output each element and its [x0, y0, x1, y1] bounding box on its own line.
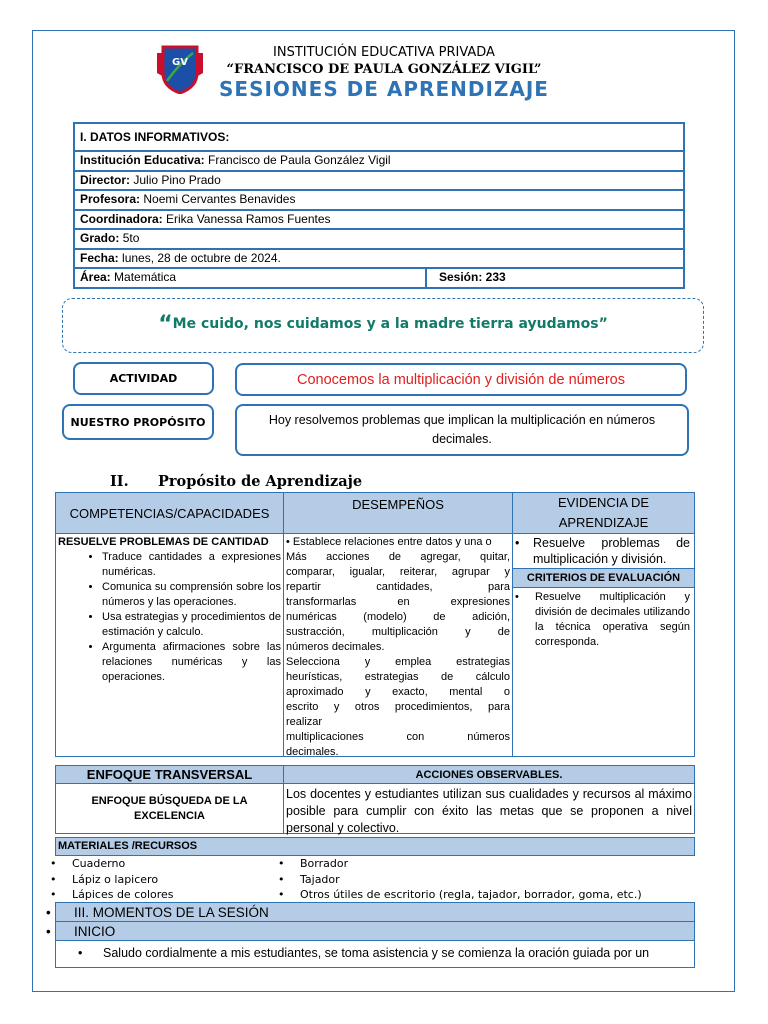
desempeno-line: transformarlas en expresiones: [286, 596, 510, 608]
desempeno-line: • Establece relaciones entre datos y una o: [286, 536, 492, 548]
desempeno-line: escrito y otros procedimientos, para: [286, 701, 510, 713]
info-label: Institución Educativa:: [80, 153, 205, 167]
bullet: •: [46, 924, 51, 939]
info-value: Francisco de Paula González Vigil: [208, 153, 391, 167]
institution-type: INSTITUCIÓN EDUCATIVA PRIVADA: [273, 45, 495, 60]
info-value: Noemi Cervantes Benavides: [143, 192, 296, 206]
desempeno-line: números decimales.: [286, 641, 385, 653]
material-name: Lápiz o lapicero: [72, 872, 159, 886]
info-row-area: [75, 269, 683, 287]
material-name: Borrador: [300, 857, 349, 870]
desempeno-line: realizar: [286, 716, 323, 728]
list-item: • Traduce cantidades a expresiones numéricas.: [102, 550, 281, 580]
info-row-coordinator: [75, 211, 683, 231]
bullet: •: [278, 872, 285, 886]
info-row-grade: [75, 230, 683, 250]
bullet: •: [46, 905, 51, 920]
list-item: [50, 872, 174, 888]
motto-text: Me cuido, nos cuidamos y a la madre tierra ayudamos”: [172, 316, 608, 332]
info-heading: I. DATOS INFORMATIVOS:: [75, 124, 683, 152]
bullet: •: [50, 857, 57, 870]
list-item: • Comunica su comprensión sobre los números y las operaciones.: [102, 580, 281, 610]
criterios-header: CRITERIOS DE EVALUACIÓN: [512, 568, 695, 588]
info-row-institution: [75, 152, 683, 172]
inicio-body: [55, 940, 695, 968]
activity-value: Conocemos la multiplicación y división de números: [235, 363, 687, 396]
section-3-title: III. MOMENTOS DE LA SESIÓN: [74, 905, 269, 920]
evidencia-text: Resuelve problemas de multiplicación y división.: [533, 536, 690, 566]
info-value: Julio Pino Prado: [133, 172, 221, 187]
list-item: • Usa estrategias y procedimientos de estimación y calculo.: [102, 610, 281, 640]
desempeno-line: multiplicaciones con números: [286, 731, 510, 743]
desempeno-line: numéricas (modelo) de adición,: [286, 611, 510, 623]
info-label: Grado:: [80, 231, 120, 245]
desempeno-line: aproximado y exacto, mental o: [286, 686, 510, 698]
bullet: •: [50, 872, 57, 886]
section-number: II.: [110, 473, 129, 490]
info-value: 5to: [122, 231, 140, 245]
enfoque-header: ENFOQUE TRANSVERSAL: [55, 765, 284, 784]
capacidades-list: [58, 550, 281, 685]
info-label: Área:: [80, 270, 111, 284]
bullet: •: [50, 888, 57, 901]
inicio-header: [46, 921, 695, 941]
inicio-title: INICIO: [74, 924, 116, 939]
materiales-right-list: [278, 856, 642, 903]
materiales-header: MATERIALES /RECURSOS: [55, 837, 695, 856]
materiales-left-list: [50, 856, 174, 903]
desempeno-line: sustracción, multiplicación y de: [286, 626, 510, 638]
list-item: • Argumenta afirmaciones sobre las relaciones numéricas y las operaciones.: [102, 640, 281, 685]
desempeno-line: repartir cantidades, para: [286, 581, 510, 593]
section-2-title: [110, 473, 362, 490]
info-value: Erika Vanessa Ramos Fuentes: [166, 211, 331, 226]
info-row-teacher: [75, 191, 683, 211]
acciones-header: ACCIONES OBSERVABLES.: [283, 765, 695, 784]
desempeno-line: heurísticas, estrategias de cálculo: [286, 671, 510, 683]
material-name: Cuaderno: [72, 857, 126, 870]
institution-name: “FRANCISCO DE PAULA GONZÁLEZ VIGIL”: [226, 62, 542, 77]
competencia-title: RESUELVE PROBLEMAS DE CANTIDAD: [58, 536, 269, 548]
info-table: [73, 122, 685, 289]
bullet: •: [278, 888, 285, 901]
info-row-director: [75, 172, 683, 192]
desempeno-line: decimales.: [286, 746, 339, 758]
desempeno-line: comparar, igualar, reiterar, agrupar y: [286, 566, 510, 578]
bullet: •: [515, 536, 520, 550]
material-name: Tajador: [300, 872, 340, 886]
list-item: [278, 856, 642, 872]
activity-label: ACTIVIDAD: [73, 362, 214, 395]
enfoque-name: ENFOQUE BÚSQUEDA DE LA EXCELENCIA: [55, 783, 284, 834]
motto-box: [62, 298, 704, 353]
list-item: [278, 872, 642, 888]
bullet: •: [78, 946, 83, 960]
area-cell: [75, 269, 427, 287]
bullet: •: [515, 591, 519, 603]
info-label: Director:: [80, 172, 131, 187]
header-desempenos: DESEMPEÑOS: [283, 492, 513, 534]
header-competencias: COMPETENCIAS/CAPACIDADES: [55, 492, 284, 534]
document-title: SESIONES DE APRENDIZAJE: [219, 77, 549, 101]
list-item: [278, 887, 642, 903]
material-name: Lápices de colores: [72, 888, 174, 901]
evidencia-cell: [512, 533, 695, 569]
session-number: Sesión: 233: [439, 270, 506, 284]
section-3-header: [46, 902, 695, 922]
criterios-text: Resuelve multiplicación y división de decimales utilizando la técnica operativa según corresponda.: [535, 591, 690, 648]
desempenos-cell: [283, 533, 513, 757]
info-row-date: [75, 250, 683, 270]
bullet: •: [278, 857, 285, 870]
list-item: [50, 887, 174, 903]
desempeno-line: Selecciona y emplea estrategias: [286, 656, 510, 668]
info-label: Fecha:: [80, 250, 119, 265]
list-item: [50, 856, 174, 872]
area-value: Matemática: [114, 270, 177, 284]
info-label: Profesora:: [80, 192, 141, 206]
desempeno-line: Más acciones de agregar, quitar,: [286, 551, 510, 563]
inicio-text: Saludo cordialmente a mis estudiantes, se toma asistencia y se comienza la oración guiada por un: [103, 946, 650, 960]
criterios-cell: [512, 587, 695, 757]
logo-letter-g: GV: [172, 57, 188, 68]
open-quote: “: [158, 312, 173, 337]
section-title: Propósito de Aprendizaje: [158, 473, 363, 490]
acciones-text: Los docentes y estudiantes utilizan sus cualidades y recursos al máximo posible para cumplir con éxito las metas que se proponen a nivel personal y colectivo.: [283, 783, 695, 834]
purpose-value: Hoy resolvemos problemas que implican la multiplicación en números decimales.: [235, 404, 689, 456]
header-evidencia: EVIDENCIA DE APRENDIZAJE: [512, 492, 695, 534]
material-name: Otros útiles de escritorio (regla, tajador, borrador, goma, etc.): [300, 888, 642, 901]
info-value: lunes, 28 de octubre de 2024.: [122, 250, 281, 265]
info-label: Coordinadora:: [80, 211, 163, 226]
competencias-cell: [55, 533, 284, 757]
purpose-label: NUESTRO PROPÓSITO: [62, 404, 214, 440]
